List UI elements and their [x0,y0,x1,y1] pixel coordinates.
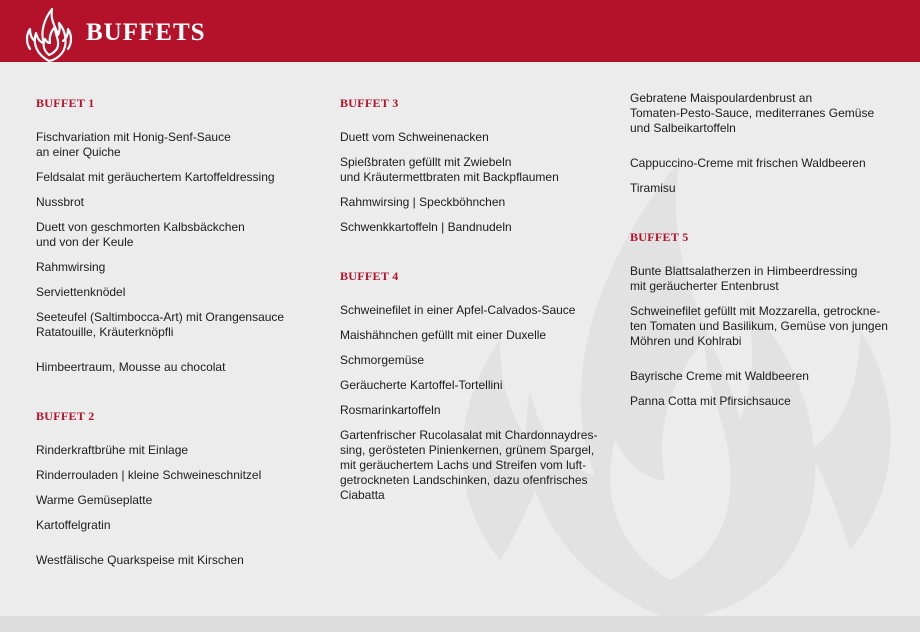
section-title: BUFFET 4 [340,269,399,283]
menu-item: Schweinefilet in einer Apfel-Calvados-Sauce [340,303,576,317]
buffet-3-section [340,96,610,235]
page-title: BUFFETS [86,19,206,46]
menu-column-1 [36,96,306,602]
menu-item: Seeteufel (Saltimbocca-Art) mit Orangensauce Ratatouille, Kräuterknöpfli [36,310,285,339]
menu-column-2 [340,96,610,537]
menu-item: Feldsalat mit geräuchertem Kartoffeldressing [36,170,275,184]
menu-item: Rahmwirsing [36,260,106,274]
menu-item: Spießbraten gefüllt mit Zwiebeln und Kräutermettbraten mit Backpflaumen [340,155,559,184]
menu-item: Geräucherte Kartoffel-Tortellini [340,378,503,392]
menu-item: Bayrische Creme mit Waldbeeren [630,369,809,383]
menu-item: Tiramisu [630,181,676,195]
buffet-2-section [36,409,306,568]
section-title: BUFFET 5 [630,230,689,244]
menu-item: Gartenfrischer Rucolasalat mit Chardonnaydres- sing, gerösteten Pinienkernen, grünem Spargel, mit geräuchertem Lachs und Streifen vom luft- getrockneten Landschinken, dazu ofenfrisches Ciabatta [340,428,598,502]
menu-item: Panna Cotta mit Pfirsichsauce [630,394,791,408]
menu-item: Rinderkraftbrühe mit Einlage [36,443,189,457]
buffet-4-section [340,269,610,503]
menu-column-3 [630,91,900,443]
menu-item: Kartoffelgratin [36,518,111,532]
buffet-4-continued-section [630,91,900,196]
menu-item: Rinderrouladen | kleine Schweineschnitzel [36,468,262,482]
menu-item: Schmorgemüse [340,353,425,367]
flame-logo-icon [22,5,76,63]
menu-item: Rosmarinkartoffeln [340,403,441,417]
menu-item: Warme Gemüseplatte [36,493,153,507]
menu-item: Schweinefilet gefüllt mit Mozzarella, getrockne- ten Tomaten und Basilikum, Gemüse von jungen Möhren und Kohlrabi [630,304,888,348]
menu-item: Rahmwirsing | Speckböhnchen [340,195,506,209]
menu-item: Bunte Blattsalatherzen in Himbeerdressing mit geräucherter Entenbrust [630,264,858,293]
menu-item: Nussbrot [36,195,85,209]
menu-item: Fischvariation mit Honig-Senf-Sauce an einer Quiche [36,130,231,159]
buffet-1-section [36,96,306,375]
menu-item: Cappuccino-Creme mit frischen Waldbeeren [630,156,866,170]
menu-item: Duett vom Schweinenacken [340,130,489,144]
section-title: BUFFET 3 [340,96,399,110]
header-banner [0,0,920,62]
footer-band [0,616,920,632]
menu-item: Serviettenknödel [36,285,126,299]
section-title: BUFFET 2 [36,409,95,423]
menu-item: Westfälische Quarkspeise mit Kirschen [36,553,244,567]
menu-item: Himbeertraum, Mousse au chocolat [36,360,226,374]
menu-item: Maishähnchen gefüllt mit einer Duxelle [340,328,547,342]
menu-item: Schwenkkartoffeln | Bandnudeln [340,220,512,234]
menu-item: Duett von geschmorten Kalbsbäckchen und von der Keule [36,220,245,249]
buffet-5-section [630,230,900,409]
section-title: BUFFET 1 [36,96,95,110]
menu-item: Gebratene Maispoulardenbrust an Tomaten-Pesto-Sauce, mediterranes Gemüse und Salbeikartoffeln [630,91,875,135]
